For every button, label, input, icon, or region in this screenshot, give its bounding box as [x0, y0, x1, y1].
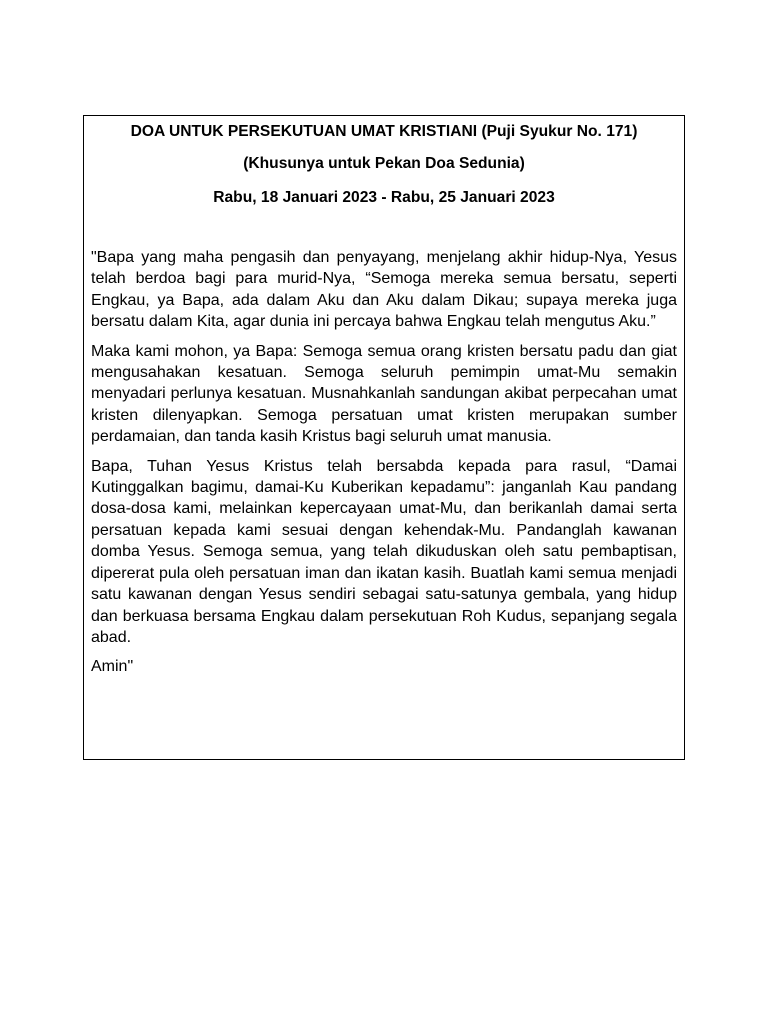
- paragraph-1: "Bapa yang maha pengasih dan penyayang, menjelang akhir hidup-Nya, Yesus telah berdoa bagi para murid-Nya, “Semoga mereka semua bersatu, seperti Engkau, ya Bapa, ada dalam Aku dan Aku dalam Dikau; supaya mereka juga bersatu dalam Kita, agar dunia ini percaya bahwa Engkau telah mengutus Aku.”: [91, 249, 677, 331]
- paragraph-amin: Amin": [91, 658, 134, 676]
- prayer-box: [83, 115, 685, 760]
- prayer-dates: Rabu, 18 Januari 2023 - Rabu, 25 Januari 2023: [213, 189, 555, 206]
- paragraph-3: Bapa, Tuhan Yesus Kristus telah bersabda kepada para rasul, “Damai Kutinggalkan bagimu, damai-Ku Kuberikan kepadamu”: janganlah Kau pandang dosa-dosa kami, melainkan kepercayaan umat-Mu, dan berikanlah damai serta persatuan kepada kami sesuai dengan kehendak-Mu. Pandanglah kawanan domba Yesus. Semoga semua, yang telah dikuduskan oleh satu pembaptisan, dipererat pula oleh persatuan iman dan ikatan kasih. Buatlah kami semua menjadi satu kawanan dengan Yesus sendiri sebagai satu-satunya gembala, yang hidup dan berkuasa bersama Engkau dalam persekutuan Roh Kudus, sepanjang segala abad.: [91, 457, 677, 646]
- prayer-title-ref: (Puji Syukur No. 171): [481, 123, 638, 140]
- spacer: [91, 208, 677, 247]
- paragraph-2: Maka kami mohon, ya Bapa: Semoga semua orang kristen bersatu padu dan giat mengusahakan kesatuan. Semoga seluruh pemimpin umat-Mu semakin menyadari perlunya kesatuan. Musnahkanlah sandungan akibat perpecahan umat kristen dilenyapkan. Semoga persatuan umat kristen merupakan sumber perdamaian, dan tanda kasih Kristus bagi seluruh umat manusia.: [91, 342, 677, 446]
- prayer-title-main: DOA UNTUK PERSEKUTUAN UMAT KRISTIANI: [130, 123, 478, 140]
- prayer-subtitle: (Khusunya untuk Pekan Doa Sedunia): [243, 155, 525, 172]
- prayer-title: [91, 122, 677, 142]
